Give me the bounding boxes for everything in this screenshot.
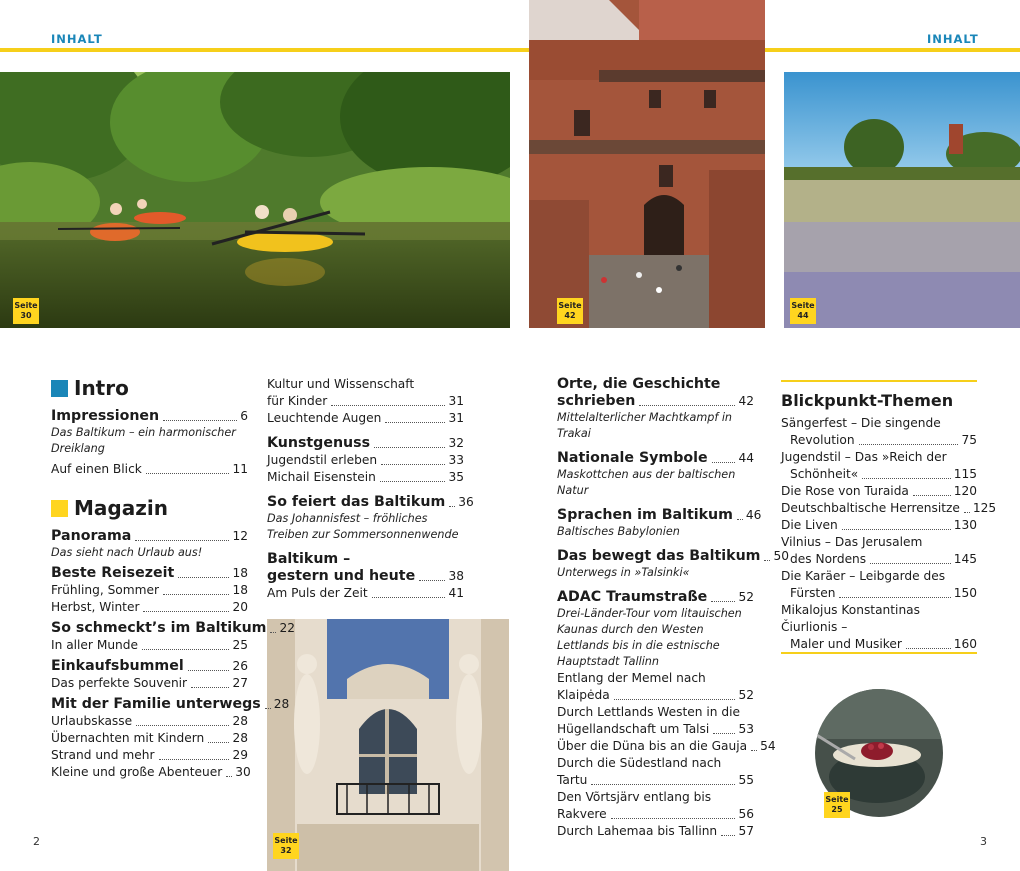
page-ref-badge-dessert: Seite 25 — [824, 792, 850, 818]
toc-entry-line[interactable]: Entlang der Memel nach — [557, 671, 706, 685]
toc-entry-line[interactable]: Jugendstil – Das »Reich der — [781, 450, 947, 464]
toc-entry-line[interactable]: Mikalojus Konstantinas Čiurlionis – — [781, 603, 920, 634]
toc-subtitle: Mittelalterlicher Machtkampf in Trakai — [557, 411, 733, 440]
blickpunkt-bottom-rule — [781, 652, 977, 654]
toc-entry[interactable]: Revolution 75 — [790, 433, 977, 447]
section-intro — [51, 376, 248, 400]
toc-entry[interactable]: Urlaubskasse 28 — [51, 714, 248, 728]
toc-subtitle: Drei-Länder-Tour vom litauischen Kaunas durch den Westen Lettlands bis in die estnische Hauptstadt Tallinn — [557, 607, 742, 668]
toc-subtitle: Das Johannisfest – fröhliches Treiben zur Sommersonnenwende — [267, 512, 459, 541]
toc-entry[interactable]: Sprachen im Baltikum 46 — [557, 507, 762, 523]
section-title: Intro — [74, 376, 129, 400]
toc-entry-line[interactable]: Orte, die Geschichte — [557, 376, 721, 392]
toc-entry[interactable]: Kleine und große Abenteuer 30 — [51, 765, 251, 779]
toc-entry[interactable]: Das perfekte Souvenir 27 — [51, 676, 248, 690]
section-title: Magazin — [74, 496, 168, 520]
toc-entry[interactable]: Am Puls der Zeit 41 — [267, 586, 464, 600]
toc-entry[interactable]: Panorama 12 — [51, 528, 248, 544]
page-number-right: 3 — [980, 835, 987, 848]
toc-entry-line[interactable]: Sängerfest – Die singende — [781, 416, 941, 430]
page-ref-badge-kayak: Seite 30 — [13, 298, 39, 324]
toc-entry[interactable]: Leuchtende Augen 31 — [267, 411, 464, 425]
running-head-right: INHALT — [927, 32, 979, 46]
toc-entry[interactable]: für Kinder 31 — [267, 394, 464, 408]
toc-entry-line[interactable]: Den Võrtsjärv entlang bis — [557, 790, 712, 804]
toc-entry[interactable]: ADAC Traumstraße 52 — [557, 589, 754, 605]
page-ref-badge-meadow: Seite 44 — [790, 298, 816, 324]
toc-entry[interactable]: Hügellandschaft um Talsi 53 — [557, 722, 754, 736]
toc-entry[interactable]: Fürsten 150 — [790, 586, 977, 600]
toc-entry[interactable]: Deutschbaltische Herrensitze 125 — [781, 501, 997, 515]
toc-column-4 — [781, 390, 997, 653]
toc-entry[interactable]: Einkaufsbummel 26 — [51, 658, 248, 674]
toc-subtitle: Maskottchen aus der baltischen Natur — [557, 468, 736, 497]
header-rule-right — [765, 48, 1020, 52]
toc-column-3 — [557, 376, 789, 840]
toc-entry[interactable]: So schmeckt’s im Baltikum 22 — [51, 620, 295, 636]
toc-entry-line[interactable]: Kultur und Wissenschaft — [267, 377, 415, 391]
toc-entry[interactable]: Die Liven 130 — [781, 518, 977, 532]
toc-entry-line[interactable]: Baltikum – — [267, 551, 351, 567]
page-number-left: 2 — [33, 835, 40, 848]
toc-entry[interactable]: Herbst, Winter 20 — [51, 600, 248, 614]
blickpunkt-title: Blickpunkt-Themen — [781, 391, 954, 410]
toc-entry-line[interactable]: Vilnius – Das Jerusalem — [781, 535, 923, 549]
toc-entry[interactable]: Kunstgenuss 32 — [267, 435, 464, 451]
toc-entry[interactable]: Die Rose von Turaida 120 — [781, 484, 977, 498]
toc-entry[interactable]: Beste Reisezeit 18 — [51, 565, 248, 581]
toc-entry[interactable]: Durch Lahemaa bis Tallinn 57 — [557, 824, 754, 838]
toc-entry[interactable]: Das bewegt das Baltikum 50 — [557, 548, 789, 564]
toc-entry-line[interactable]: Durch die Südestland nach — [557, 756, 722, 770]
blickpunkt-top-rule — [781, 380, 977, 382]
meadow-photo[interactable] — [784, 72, 1020, 328]
toc-entry[interactable]: Übernachten mit Kindern 28 — [51, 731, 248, 745]
toc-entry-line[interactable]: Die Karäer – Leibgarde des — [781, 569, 946, 583]
facade-photo[interactable] — [267, 619, 509, 871]
header-rule-left — [0, 48, 529, 52]
toc-entry[interactable]: Impressionen 6 — [51, 408, 248, 424]
kayak-photo[interactable] — [0, 72, 510, 328]
toc-entry[interactable]: So feiert das Baltikum 36 — [267, 494, 474, 510]
toc-entry[interactable]: In aller Munde 25 — [51, 638, 248, 652]
toc-entry[interactable]: gestern und heute 38 — [267, 568, 464, 584]
section-magazin — [51, 496, 248, 520]
toc-entry[interactable]: Maler und Musiker 160 — [790, 637, 977, 651]
toc-entry-line[interactable]: Durch Lettlands Westen in die — [557, 705, 740, 719]
toc-entry[interactable]: Auf einen Blick 11 — [51, 462, 248, 476]
toc-subtitle: Unterwegs in »Talsinki« — [557, 566, 690, 579]
toc-subtitle: Das Baltikum – ein harmonischer Dreiklang — [51, 426, 236, 455]
toc-column-1 — [51, 376, 295, 781]
toc-entry[interactable]: Jugendstil erleben 33 — [267, 453, 464, 467]
toc-column-2 — [267, 376, 474, 602]
toc-entry[interactable]: Klaipėda 52 — [557, 688, 754, 702]
toc-entry[interactable]: Mit der Familie unterwegs 28 — [51, 696, 290, 712]
toc-entry[interactable]: Nationale Symbole 44 — [557, 450, 754, 466]
toc-entry[interactable]: schrieben 42 — [557, 393, 754, 409]
page-ref-badge-facade: Seite 32 — [273, 833, 299, 859]
toc-entry[interactable]: Rakvere 56 — [557, 807, 754, 821]
toc-entry[interactable]: Frühling, Sommer 18 — [51, 583, 248, 597]
castle-photo[interactable] — [529, 0, 765, 328]
intro-square-icon — [51, 380, 68, 397]
toc-entry[interactable]: Tartu 55 — [557, 773, 754, 787]
toc-subtitle: Das sieht nach Urlaub aus! — [51, 546, 203, 559]
toc-subtitle: Baltisches Babylonien — [557, 525, 680, 538]
running-head-left: INHALT — [51, 32, 103, 46]
toc-entry[interactable]: Schönheit« 115 — [790, 467, 977, 481]
magazin-square-icon — [51, 500, 68, 517]
toc-entry[interactable]: Über die Düna bis an die Gauja 54 — [557, 739, 776, 753]
toc-entry[interactable]: Strand und mehr 29 — [51, 748, 248, 762]
toc-entry[interactable]: Michail Eisenstein 35 — [267, 470, 464, 484]
toc-entry[interactable]: des Nordens 145 — [790, 552, 977, 566]
page-ref-badge-castle: Seite 42 — [557, 298, 583, 324]
